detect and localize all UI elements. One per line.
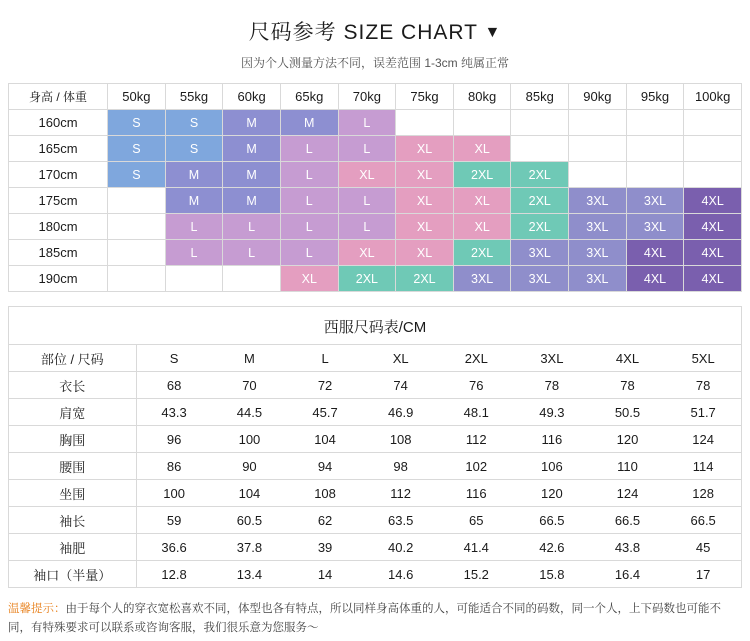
height-header-6: 190cm (9, 266, 108, 292)
spec-cell: 112 (363, 480, 439, 507)
spec-cell: 90 (212, 453, 288, 480)
weight-header-2: 60kg (223, 84, 281, 110)
size-cell: 3XL (569, 188, 627, 214)
height-header-4: 180cm (9, 214, 108, 240)
table-row (9, 561, 741, 588)
spec-cell: 36.6 (136, 534, 212, 561)
spec-cell: 13.4 (212, 561, 288, 588)
footer-note-text: 由于每个人的穿衣宽松喜欢不同，体型也各有特点，所以同样身高体重的人，可能适合不同的码数，同一个人，上下码数也可能不同，有特殊要求可以联系或咨询客服，我们很乐意为您服务～ (8, 603, 721, 634)
spec-cell: 65 (438, 507, 514, 534)
size-cell: 4XL (684, 240, 742, 266)
spec-header-3: L (287, 345, 363, 372)
page-title-en: SIZE CHART (343, 21, 478, 44)
size-cell: 2XL (396, 266, 454, 292)
spec-cell: 78 (665, 372, 741, 399)
size-cell: S (108, 136, 166, 162)
size-cell: M (223, 110, 281, 136)
spec-header-1: S (136, 345, 212, 372)
page-title (8, 0, 742, 46)
size-cell: 3XL (511, 240, 569, 266)
spec-cell: 108 (363, 426, 439, 453)
table-row (9, 480, 741, 507)
size-cell: S (108, 162, 166, 188)
size-cell: M (165, 188, 223, 214)
size-cell: 3XL (569, 214, 627, 240)
size-cell: 3XL (569, 240, 627, 266)
spec-cell: 43.3 (136, 399, 212, 426)
spec-row-label: 腰围 (9, 453, 136, 480)
weight-header-10: 100kg (684, 84, 742, 110)
spec-cell: 14.6 (363, 561, 439, 588)
spec-cell: 43.8 (590, 534, 666, 561)
spec-header-2: M (212, 345, 288, 372)
size-grid-corner: 身高 / 体重 (9, 84, 108, 110)
spec-cell: 62 (287, 507, 363, 534)
size-cell-empty (626, 110, 684, 136)
size-cell: M (165, 162, 223, 188)
spec-cell: 60.5 (212, 507, 288, 534)
size-cell: L (280, 136, 338, 162)
size-cell: S (165, 110, 223, 136)
size-cell: L (338, 214, 396, 240)
table-row (9, 372, 741, 399)
size-cell: 2XL (338, 266, 396, 292)
size-grid-header-row (9, 84, 742, 110)
spec-table (9, 344, 741, 587)
size-cell-empty (626, 162, 684, 188)
size-cell: L (223, 240, 281, 266)
spec-cell: 46.9 (363, 399, 439, 426)
size-cell: L (165, 214, 223, 240)
size-cell: L (280, 240, 338, 266)
size-cell: L (338, 136, 396, 162)
size-cell: L (280, 162, 338, 188)
weight-header-9: 95kg (626, 84, 684, 110)
spec-cell: 16.4 (590, 561, 666, 588)
spec-cell: 49.3 (514, 399, 590, 426)
spec-cell: 120 (590, 426, 666, 453)
table-row (9, 110, 742, 136)
size-cell-empty (108, 240, 166, 266)
size-cell: L (280, 188, 338, 214)
spec-cell: 15.8 (514, 561, 590, 588)
spec-cell: 12.8 (136, 561, 212, 588)
size-cell-empty (684, 110, 742, 136)
size-cell-empty (569, 162, 627, 188)
spec-header-0: 部位 / 尺码 (9, 345, 136, 372)
size-cell: M (223, 188, 281, 214)
spec-cell: 66.5 (590, 507, 666, 534)
spec-cell: 39 (287, 534, 363, 561)
spec-cell: 100 (212, 426, 288, 453)
spec-cell: 78 (590, 372, 666, 399)
spec-cell: 72 (287, 372, 363, 399)
weight-header-8: 90kg (569, 84, 627, 110)
table-row (9, 240, 742, 266)
spec-row-label: 肩宽 (9, 399, 136, 426)
spec-cell: 76 (438, 372, 514, 399)
size-cell-empty (569, 136, 627, 162)
spec-cell: 40.2 (363, 534, 439, 561)
size-cell-empty (569, 110, 627, 136)
size-cell: XL (338, 240, 396, 266)
size-cell: 2XL (511, 162, 569, 188)
size-cell: 2XL (511, 214, 569, 240)
spec-cell: 59 (136, 507, 212, 534)
table-row (9, 507, 741, 534)
size-cell-empty (165, 266, 223, 292)
spec-cell: 66.5 (514, 507, 590, 534)
spec-row-label: 袖长 (9, 507, 136, 534)
spec-row-label: 袖口（半量） (9, 561, 136, 588)
size-cell-empty (108, 266, 166, 292)
size-cell-empty (108, 188, 166, 214)
spec-cell: 45 (665, 534, 741, 561)
size-cell: L (338, 110, 396, 136)
size-cell: 2XL (453, 162, 511, 188)
spec-cell: 86 (136, 453, 212, 480)
size-cell: XL (280, 266, 338, 292)
size-cell-empty (396, 110, 454, 136)
size-cell: XL (396, 162, 454, 188)
spec-cell: 124 (665, 426, 741, 453)
size-cell: XL (396, 188, 454, 214)
spec-cell: 15.2 (438, 561, 514, 588)
size-cell: XL (396, 240, 454, 266)
spec-cell: 124 (590, 480, 666, 507)
spec-cell: 48.1 (438, 399, 514, 426)
table-row (9, 188, 742, 214)
size-cell: 4XL (684, 214, 742, 240)
spec-cell: 104 (287, 426, 363, 453)
size-cell: L (280, 214, 338, 240)
spec-row-label: 坐围 (9, 480, 136, 507)
spec-cell: 96 (136, 426, 212, 453)
table-row (9, 136, 742, 162)
page-title-cn: 尺码参考 (248, 21, 337, 44)
spec-cell: 116 (438, 480, 514, 507)
weight-header-0: 50kg (108, 84, 166, 110)
spec-cell: 116 (514, 426, 590, 453)
size-cell: 4XL (626, 240, 684, 266)
size-cell: S (108, 110, 166, 136)
spec-cell: 42.6 (514, 534, 590, 561)
size-cell: 3XL (453, 266, 511, 292)
table-row (9, 399, 741, 426)
spec-cell: 70 (212, 372, 288, 399)
size-cell: 3XL (511, 266, 569, 292)
table-row (9, 453, 741, 480)
spec-cell: 37.8 (212, 534, 288, 561)
size-cell: 4XL (626, 266, 684, 292)
weight-header-7: 85kg (511, 84, 569, 110)
spec-cell: 74 (363, 372, 439, 399)
spec-panel (8, 306, 742, 588)
table-row (9, 266, 742, 292)
size-cell: L (165, 240, 223, 266)
spec-row-label: 胸围 (9, 426, 136, 453)
size-cell-empty (511, 110, 569, 136)
spec-cell: 120 (514, 480, 590, 507)
size-cell: 4XL (684, 188, 742, 214)
height-header-3: 175cm (9, 188, 108, 214)
spec-cell: 128 (665, 480, 741, 507)
spec-cell: 94 (287, 453, 363, 480)
spec-cell: 78 (514, 372, 590, 399)
page-subtitle: 因为个人测量方法不同，误差范围 1-3cm 纯属正常 (240, 56, 509, 70)
spec-cell: 104 (212, 480, 288, 507)
spec-cell: 41.4 (438, 534, 514, 561)
size-cell: XL (453, 214, 511, 240)
size-cell: S (165, 136, 223, 162)
spec-cell: 108 (287, 480, 363, 507)
weight-header-4: 70kg (338, 84, 396, 110)
spec-cell: 68 (136, 372, 212, 399)
size-cell: 2XL (453, 240, 511, 266)
spec-cell: 98 (363, 453, 439, 480)
size-cell: M (223, 136, 281, 162)
weight-header-3: 65kg (280, 84, 338, 110)
size-cell: 3XL (626, 188, 684, 214)
spec-cell: 50.5 (590, 399, 666, 426)
footer-note (8, 600, 742, 638)
size-cell: 3XL (569, 266, 627, 292)
size-cell: 4XL (684, 266, 742, 292)
height-header-0: 160cm (9, 110, 108, 136)
spec-cell: 45.7 (287, 399, 363, 426)
triangle-down-icon: ▼ (484, 24, 502, 41)
spec-cell: 110 (590, 453, 666, 480)
size-cell: XL (453, 136, 511, 162)
spec-cell: 63.5 (363, 507, 439, 534)
size-cell: XL (453, 188, 511, 214)
size-cell: M (223, 162, 281, 188)
spec-panel-title: 西服尺码表/CM (323, 319, 427, 336)
spec-cell: 112 (438, 426, 514, 453)
spec-row-label: 衣长 (9, 372, 136, 399)
size-cell: L (338, 188, 396, 214)
spec-header-4: XL (363, 345, 439, 372)
spec-header-7: 4XL (590, 345, 666, 372)
height-header-2: 170cm (9, 162, 108, 188)
size-cell: 3XL (626, 214, 684, 240)
spec-cell: 51.7 (665, 399, 741, 426)
table-row (9, 426, 741, 453)
weight-header-5: 75kg (396, 84, 454, 110)
size-cell: 2XL (511, 188, 569, 214)
size-cell: XL (396, 214, 454, 240)
spec-cell: 44.5 (212, 399, 288, 426)
spec-cell: 17 (665, 561, 741, 588)
spec-cell: 14 (287, 561, 363, 588)
table-row (9, 214, 742, 240)
height-header-5: 185cm (9, 240, 108, 266)
footer-tip-label: 温馨提示： (8, 603, 66, 615)
table-row (9, 162, 742, 188)
size-cell: XL (338, 162, 396, 188)
table-row (9, 534, 741, 561)
spec-cell: 102 (438, 453, 514, 480)
size-grid-table (8, 83, 742, 292)
size-cell-empty (511, 136, 569, 162)
size-cell: XL (396, 136, 454, 162)
size-cell-empty (108, 214, 166, 240)
spec-cell: 106 (514, 453, 590, 480)
size-cell-empty (223, 266, 281, 292)
weight-header-1: 55kg (165, 84, 223, 110)
spec-header-8: 5XL (665, 345, 741, 372)
spec-header-row (9, 345, 741, 372)
spec-header-5: 2XL (438, 345, 514, 372)
size-cell-empty (684, 136, 742, 162)
spec-cell: 100 (136, 480, 212, 507)
size-cell: M (280, 110, 338, 136)
height-header-1: 165cm (9, 136, 108, 162)
spec-header-6: 3XL (514, 345, 590, 372)
size-cell: L (223, 214, 281, 240)
size-cell-empty (684, 162, 742, 188)
weight-header-6: 80kg (453, 84, 511, 110)
size-cell-empty (453, 110, 511, 136)
spec-cell: 114 (665, 453, 741, 480)
spec-cell: 66.5 (665, 507, 741, 534)
size-cell-empty (626, 136, 684, 162)
spec-row-label: 袖肥 (9, 534, 136, 561)
